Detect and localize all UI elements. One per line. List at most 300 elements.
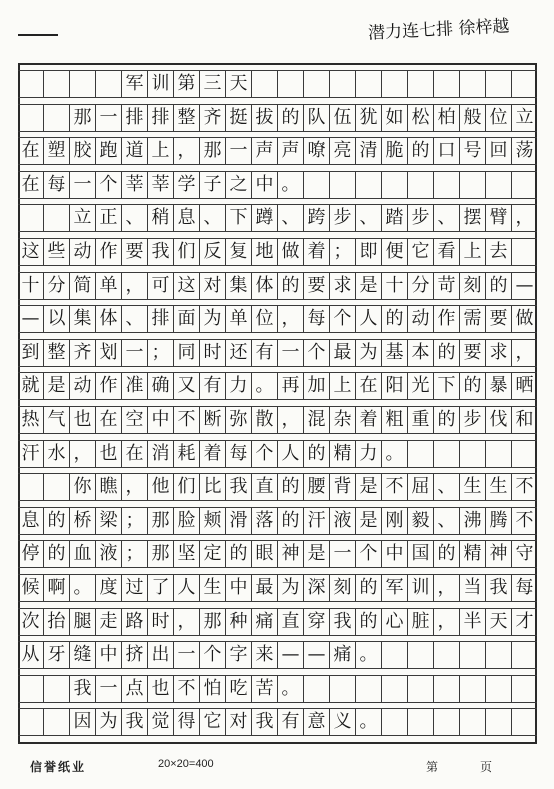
grid-cell: 队 xyxy=(303,105,329,131)
grid-cell: 。 xyxy=(381,441,407,467)
grid-cell xyxy=(407,642,433,668)
grid-cell: 即 xyxy=(355,239,381,265)
grid-cell xyxy=(485,676,511,702)
grid-cell: 跑 xyxy=(95,138,121,164)
grid-cell: 动 xyxy=(69,373,95,399)
grid-cell: 、 xyxy=(433,205,459,231)
grid-cell: 神 xyxy=(277,541,303,567)
grid-cell: 晒 xyxy=(511,373,537,399)
grid-cell: 地 xyxy=(251,239,277,265)
grid-cell: 力 xyxy=(355,441,381,467)
grid-cell: 汗 xyxy=(21,442,40,464)
grid-cell: 粗 xyxy=(381,407,407,433)
grid-cell xyxy=(433,709,459,735)
grid-cell: 体 xyxy=(251,273,277,299)
grid-cell: 面 xyxy=(173,306,199,332)
grid-cell: 的 xyxy=(433,541,459,567)
grid-cell: 的 xyxy=(407,138,433,164)
grid-cell xyxy=(433,676,459,702)
grid-cell: 断 xyxy=(199,407,225,433)
grid-cell: 着 xyxy=(355,407,381,433)
grid-cell xyxy=(303,172,329,198)
grid-cell xyxy=(303,676,329,702)
grid-cell: 清 xyxy=(355,138,381,164)
grid-cell xyxy=(355,71,381,97)
paper-brand: 信誉纸业 xyxy=(30,760,87,774)
grid-cell: 我 xyxy=(121,709,147,735)
grid-cell: 当 xyxy=(459,575,485,601)
grid-cell: 消 xyxy=(147,441,173,467)
grid-cell: 我 xyxy=(251,709,277,735)
grid-cell: 这 xyxy=(21,241,40,262)
grid-cell: 不 xyxy=(511,508,537,534)
grid-cell: 光 xyxy=(407,373,433,399)
grid-cell: ， xyxy=(433,609,459,635)
grid-cell: 苛 xyxy=(433,273,459,299)
grid-cell: 走 xyxy=(95,609,121,635)
grid-cell: 着 xyxy=(199,441,225,467)
grid-cell: 耗 xyxy=(173,441,199,467)
grid-cell xyxy=(459,676,485,702)
grid-cell: 可 xyxy=(147,273,173,299)
grid-cell: 因 xyxy=(69,709,95,735)
grid-cell: 踏 xyxy=(381,205,407,231)
grid-cell: 单 xyxy=(95,273,121,299)
grid-cell: 着 xyxy=(303,239,329,265)
grid-cell: 训 xyxy=(407,575,433,601)
grid-cell: 才 xyxy=(511,609,537,635)
grid-cell: 那 xyxy=(199,138,225,164)
grid-row xyxy=(18,104,537,132)
grid-cell: 啊 xyxy=(43,575,69,601)
grid-cell xyxy=(485,642,511,668)
grid-cell: ， xyxy=(173,138,199,164)
grid-cell: 的 xyxy=(277,273,303,299)
grid-cell: 。 xyxy=(355,642,381,668)
grid-cell: 上 xyxy=(459,239,485,265)
grid-cell: 动 xyxy=(407,306,433,332)
grid-cell: 是 xyxy=(43,373,69,399)
grid-cell: 生 xyxy=(485,474,511,500)
grid-cell: 每 xyxy=(225,441,251,467)
grid-cell: 我 xyxy=(147,239,173,265)
grid-cell: 单 xyxy=(225,306,251,332)
grid-cell: 液 xyxy=(329,508,355,534)
grid-cell: 落 xyxy=(251,508,277,534)
grid-cell: 个 xyxy=(329,306,355,332)
grid-cell: 有 xyxy=(251,340,277,366)
grid-cell: 排 xyxy=(147,105,173,131)
grid-cell: 梁 xyxy=(95,508,121,534)
grid-cell: 在 xyxy=(355,373,381,399)
grid-cell: 也 xyxy=(95,441,121,467)
grid-cell: 需 xyxy=(459,306,485,332)
grid-cell: 之 xyxy=(225,172,251,198)
grid-cell: — xyxy=(277,642,303,668)
grid-cell: 松 xyxy=(407,105,433,131)
grid-spec: 20×20=400 xyxy=(158,758,214,770)
grid-cell xyxy=(459,71,485,97)
grid-cell: 军 xyxy=(121,71,147,97)
grid-cell: 不 xyxy=(173,407,199,433)
grid-cell xyxy=(407,441,433,467)
grid-cell: 刻 xyxy=(329,575,355,601)
grid-cell: 看 xyxy=(433,239,459,265)
grid-cell xyxy=(69,71,95,97)
grid-cell: 刚 xyxy=(381,508,407,534)
grid-cell: 加 xyxy=(303,373,329,399)
grid-cell: 排 xyxy=(147,306,173,332)
grid-cell: 意 xyxy=(303,709,329,735)
grid-cell: 守 xyxy=(511,541,537,567)
grid-cell: 每 xyxy=(511,575,537,601)
grid-cell: 的 xyxy=(43,508,69,534)
grid-cell xyxy=(433,441,459,467)
grid-cell: 瞧 xyxy=(95,474,121,500)
grid-cell: 荡 xyxy=(511,138,537,164)
grid-cell: 。 xyxy=(277,676,303,702)
grid-cell: 在 xyxy=(95,407,121,433)
grid-cell: 脆 xyxy=(381,138,407,164)
grid-cell: 还 xyxy=(225,340,251,366)
grid-cell: 挤 xyxy=(121,642,147,668)
grid-cell: 中 xyxy=(381,541,407,567)
grid-cell: 分 xyxy=(407,273,433,299)
grid-cell: 中 xyxy=(251,172,277,198)
grid-cell xyxy=(459,172,485,198)
grid-cell: 一 xyxy=(225,138,251,164)
grid-cell: 精 xyxy=(329,441,355,467)
grid-cell: 义 xyxy=(329,709,355,735)
grid-cell: 排 xyxy=(121,105,147,131)
grid-cell: 立 xyxy=(511,105,537,131)
grid-cell: 上 xyxy=(147,138,173,164)
grid-cell: 我 xyxy=(485,575,511,601)
grid-cell: 停 xyxy=(21,543,40,565)
grid-cell: 深 xyxy=(303,575,329,601)
grid-cell: 们 xyxy=(173,474,199,500)
page-label-prefix: 第 xyxy=(426,760,439,774)
grid-cell: 人 xyxy=(173,575,199,601)
grid-cell xyxy=(511,441,537,467)
grid-cell: 作 xyxy=(95,373,121,399)
grid-cell: 。 xyxy=(355,709,381,735)
grid-cell: 犹 xyxy=(355,105,381,131)
grid-cell: 字 xyxy=(225,642,251,668)
grid-cell xyxy=(511,676,537,702)
grid-cell: 从 xyxy=(21,644,40,666)
grid-cell: 、 xyxy=(277,205,303,231)
grid-cell: 弥 xyxy=(225,407,251,433)
grid-cell: 我 xyxy=(69,676,95,702)
grid-row xyxy=(18,574,537,602)
grid-cell: 号 xyxy=(459,138,485,164)
grid-cell: 十 xyxy=(381,273,407,299)
grid-cell: 、 xyxy=(433,474,459,500)
grid-cell: 要 xyxy=(485,306,511,332)
grid-cell: 混 xyxy=(303,407,329,433)
grid-cell: 桥 xyxy=(69,508,95,534)
grid-cell: 每 xyxy=(43,172,69,198)
grid-cell: 如 xyxy=(381,105,407,131)
grid-row xyxy=(18,70,537,98)
grid-cell: ； xyxy=(329,239,355,265)
grid-cell: 对 xyxy=(199,273,225,299)
grid-cell: 亮 xyxy=(329,138,355,164)
grid-cell: 步 xyxy=(459,407,485,433)
grid-cell xyxy=(407,676,433,702)
grid-cell: 臂 xyxy=(485,205,511,231)
grid-cell: 抬 xyxy=(43,609,69,635)
grid-row xyxy=(18,608,537,636)
grid-cell xyxy=(43,105,69,131)
grid-cell: 心 xyxy=(381,609,407,635)
grid-cell: 来 xyxy=(251,642,277,668)
grid-cell: 。 xyxy=(277,172,303,198)
grid-cell: 吃 xyxy=(225,676,251,702)
grid-cell xyxy=(18,709,43,735)
grid-cell: 要 xyxy=(303,273,329,299)
grid-cell: 人 xyxy=(355,306,381,332)
grid-cell xyxy=(485,441,511,467)
grid-cell xyxy=(329,676,355,702)
grid-cell: 本 xyxy=(407,340,433,366)
grid-cell: 是 xyxy=(355,474,381,500)
grid-cell: 回 xyxy=(485,138,511,164)
grid-cell: 、 xyxy=(355,205,381,231)
grid-row xyxy=(18,440,537,468)
grid-cell xyxy=(251,71,277,97)
grid-cell xyxy=(18,105,43,131)
grid-cell: 到 xyxy=(21,341,40,363)
grid-cell: 液 xyxy=(95,541,121,567)
grid-cell xyxy=(485,71,511,97)
grid-cell: 做 xyxy=(511,306,537,332)
grid-cell: ； xyxy=(147,340,173,366)
grid-cell: 复 xyxy=(225,239,251,265)
grid-cell: 每 xyxy=(303,306,329,332)
top-left-rule xyxy=(18,34,58,36)
grid-cell: 再 xyxy=(277,373,303,399)
grid-row xyxy=(18,305,537,333)
grid-cell: 体 xyxy=(95,306,121,332)
grid-cell: 暴 xyxy=(485,373,511,399)
grid-cell: 重 xyxy=(407,407,433,433)
grid-cell: 生 xyxy=(459,474,485,500)
grid-row xyxy=(18,372,537,400)
grid-cell xyxy=(459,441,485,467)
grid-cell: 脸 xyxy=(173,508,199,534)
grid-cell: 为 xyxy=(277,575,303,601)
grid-cell: 一 xyxy=(329,541,355,567)
grid-cell: 的 xyxy=(485,273,511,299)
grid-cell: 确 xyxy=(147,373,173,399)
grid-cell: 息 xyxy=(173,205,199,231)
grid-cell: 个 xyxy=(303,340,329,366)
grid-row xyxy=(18,675,537,703)
grid-cell: ， xyxy=(173,609,199,635)
grid-cell: 齐 xyxy=(199,105,225,131)
grid-cell xyxy=(18,205,43,231)
grid-cell: 挺 xyxy=(225,105,251,131)
grid-cell: ， xyxy=(433,575,459,601)
grid-cell: 下 xyxy=(433,373,459,399)
grid-cell: 牙 xyxy=(43,642,69,668)
grid-cell: 分 xyxy=(43,273,69,299)
grid-cell: 的 xyxy=(433,340,459,366)
grid-cell: 缝 xyxy=(69,642,95,668)
grid-cell: 下 xyxy=(225,205,251,231)
grid-cell: 简 xyxy=(69,273,95,299)
grid-row xyxy=(18,339,537,367)
grid-cell: 整 xyxy=(43,340,69,366)
grid-cell: 毅 xyxy=(407,508,433,534)
grid-row xyxy=(18,708,537,736)
grid-cell xyxy=(329,172,355,198)
grid-row xyxy=(18,204,537,232)
grid-row xyxy=(18,137,537,165)
grid-cell: 背 xyxy=(329,474,355,500)
grid-cell: 一 xyxy=(121,340,147,366)
grid-cell: 汗 xyxy=(303,508,329,534)
grid-cell: 伐 xyxy=(485,407,511,433)
grid-cell: ； xyxy=(121,508,147,534)
grid-row xyxy=(18,272,537,300)
grid-cell: 气 xyxy=(43,407,69,433)
grid-row xyxy=(18,507,537,535)
grid-cell: 那 xyxy=(69,105,95,131)
grid-cell: 的 xyxy=(277,508,303,534)
grid-cell xyxy=(329,71,355,97)
grid-cell: 柏 xyxy=(433,105,459,131)
grid-cell: 比 xyxy=(199,474,225,500)
grid-cell xyxy=(407,709,433,735)
grid-cell: 个 xyxy=(199,642,225,668)
grid-cell: 路 xyxy=(121,609,147,635)
grid-cell xyxy=(511,642,537,668)
grid-cell: ， xyxy=(511,205,537,231)
grid-cell: 的 xyxy=(355,575,381,601)
grid-cell: 我 xyxy=(225,474,251,500)
grid-cell: 一 xyxy=(173,642,199,668)
grid-cell: 是 xyxy=(303,541,329,567)
grid-cell: 军 xyxy=(381,575,407,601)
grid-cell: 过 xyxy=(121,575,147,601)
grid-cell: 精 xyxy=(459,541,485,567)
grid-cell: 有 xyxy=(277,709,303,735)
grid-cell: 和 xyxy=(511,407,537,433)
grid-cell: 求 xyxy=(485,340,511,366)
grid-cell: 一 xyxy=(277,340,303,366)
grid-cell: 嘹 xyxy=(303,138,329,164)
grid-cell: 眼 xyxy=(251,541,277,567)
grid-cell: 空 xyxy=(121,407,147,433)
grid-cell: 中 xyxy=(225,575,251,601)
grid-row xyxy=(18,171,537,199)
grid-cell: 坚 xyxy=(173,541,199,567)
grid-cell: 神 xyxy=(485,541,511,567)
grid-cell: 那 xyxy=(147,541,173,567)
grid-cell: 便 xyxy=(381,239,407,265)
grid-cell xyxy=(511,239,537,265)
grid-cell: 腾 xyxy=(485,508,511,534)
grid-cell: 、 xyxy=(121,306,147,332)
grid-cell: 杂 xyxy=(329,407,355,433)
grid-cell: 候 xyxy=(21,577,40,598)
grid-cell: 生 xyxy=(199,575,225,601)
grid-cell: — xyxy=(511,273,537,299)
grid-cell: 个 xyxy=(251,441,277,467)
grid-cell: 集 xyxy=(225,273,251,299)
grid-cell: 立 xyxy=(69,205,95,231)
grid-cell: 拔 xyxy=(251,105,277,131)
grid-cell: 训 xyxy=(147,71,173,97)
grid-cell: 作 xyxy=(95,239,121,265)
grid-cell: 那 xyxy=(199,609,225,635)
grid-cell: 为 xyxy=(199,306,225,332)
grid-cell: 腰 xyxy=(303,474,329,500)
grid-cell: 们 xyxy=(173,239,199,265)
grid-cell: 的 xyxy=(433,407,459,433)
grid-cell: 声 xyxy=(277,138,303,164)
grid-cell: 、 xyxy=(121,205,147,231)
grid-cell: 道 xyxy=(121,138,147,164)
grid-cell xyxy=(43,676,69,702)
grid-cell xyxy=(459,642,485,668)
grid-cell: 的 xyxy=(303,441,329,467)
grid-cell: 个 xyxy=(355,541,381,567)
grid-cell: 般 xyxy=(459,105,485,131)
grid-cell: 一 xyxy=(95,676,121,702)
grid-cell: 的 xyxy=(43,541,69,567)
grid-cell: 又 xyxy=(173,373,199,399)
grid-cell: 定 xyxy=(199,541,225,567)
grid-cell: ， xyxy=(277,407,303,433)
grid-cell: 腿 xyxy=(69,609,95,635)
grid-cell: 是 xyxy=(355,508,381,534)
grid-cell: 。 xyxy=(69,575,95,601)
grid-cell: 第 xyxy=(173,71,199,97)
grid-cell: 息 xyxy=(21,509,40,531)
grid-cell: 作 xyxy=(433,306,459,332)
grid-cell: 正 xyxy=(95,205,121,231)
grid-cell: 痛 xyxy=(251,609,277,635)
grid-cell: 水 xyxy=(43,441,69,467)
grid-cell: ， xyxy=(277,306,303,332)
grid-cell: 血 xyxy=(69,541,95,567)
grid-cell xyxy=(511,709,537,735)
grid-cell: 脏 xyxy=(407,609,433,635)
grid-cell: 苦 xyxy=(251,676,277,702)
grid-cell: 天 xyxy=(225,71,251,97)
grid-cell: 位 xyxy=(485,105,511,131)
grid-cell: 些 xyxy=(43,239,69,265)
grid-cell: 稍 xyxy=(147,205,173,231)
grid-cell: 不 xyxy=(511,474,537,500)
grid-cell xyxy=(459,709,485,735)
grid-cell: 要 xyxy=(121,239,147,265)
grid-cell: 点 xyxy=(121,676,147,702)
grid-cell xyxy=(355,172,381,198)
grid-cell: 的 xyxy=(277,105,303,131)
grid-cell: 直 xyxy=(251,474,277,500)
grid-cell: 整 xyxy=(173,105,199,131)
grid-cell: 、 xyxy=(433,508,459,534)
grid-cell: 的 xyxy=(381,306,407,332)
grid-cell: 沸 xyxy=(459,508,485,534)
grid-cell: 蹲 xyxy=(251,205,277,231)
grid-cell: 力 xyxy=(225,373,251,399)
